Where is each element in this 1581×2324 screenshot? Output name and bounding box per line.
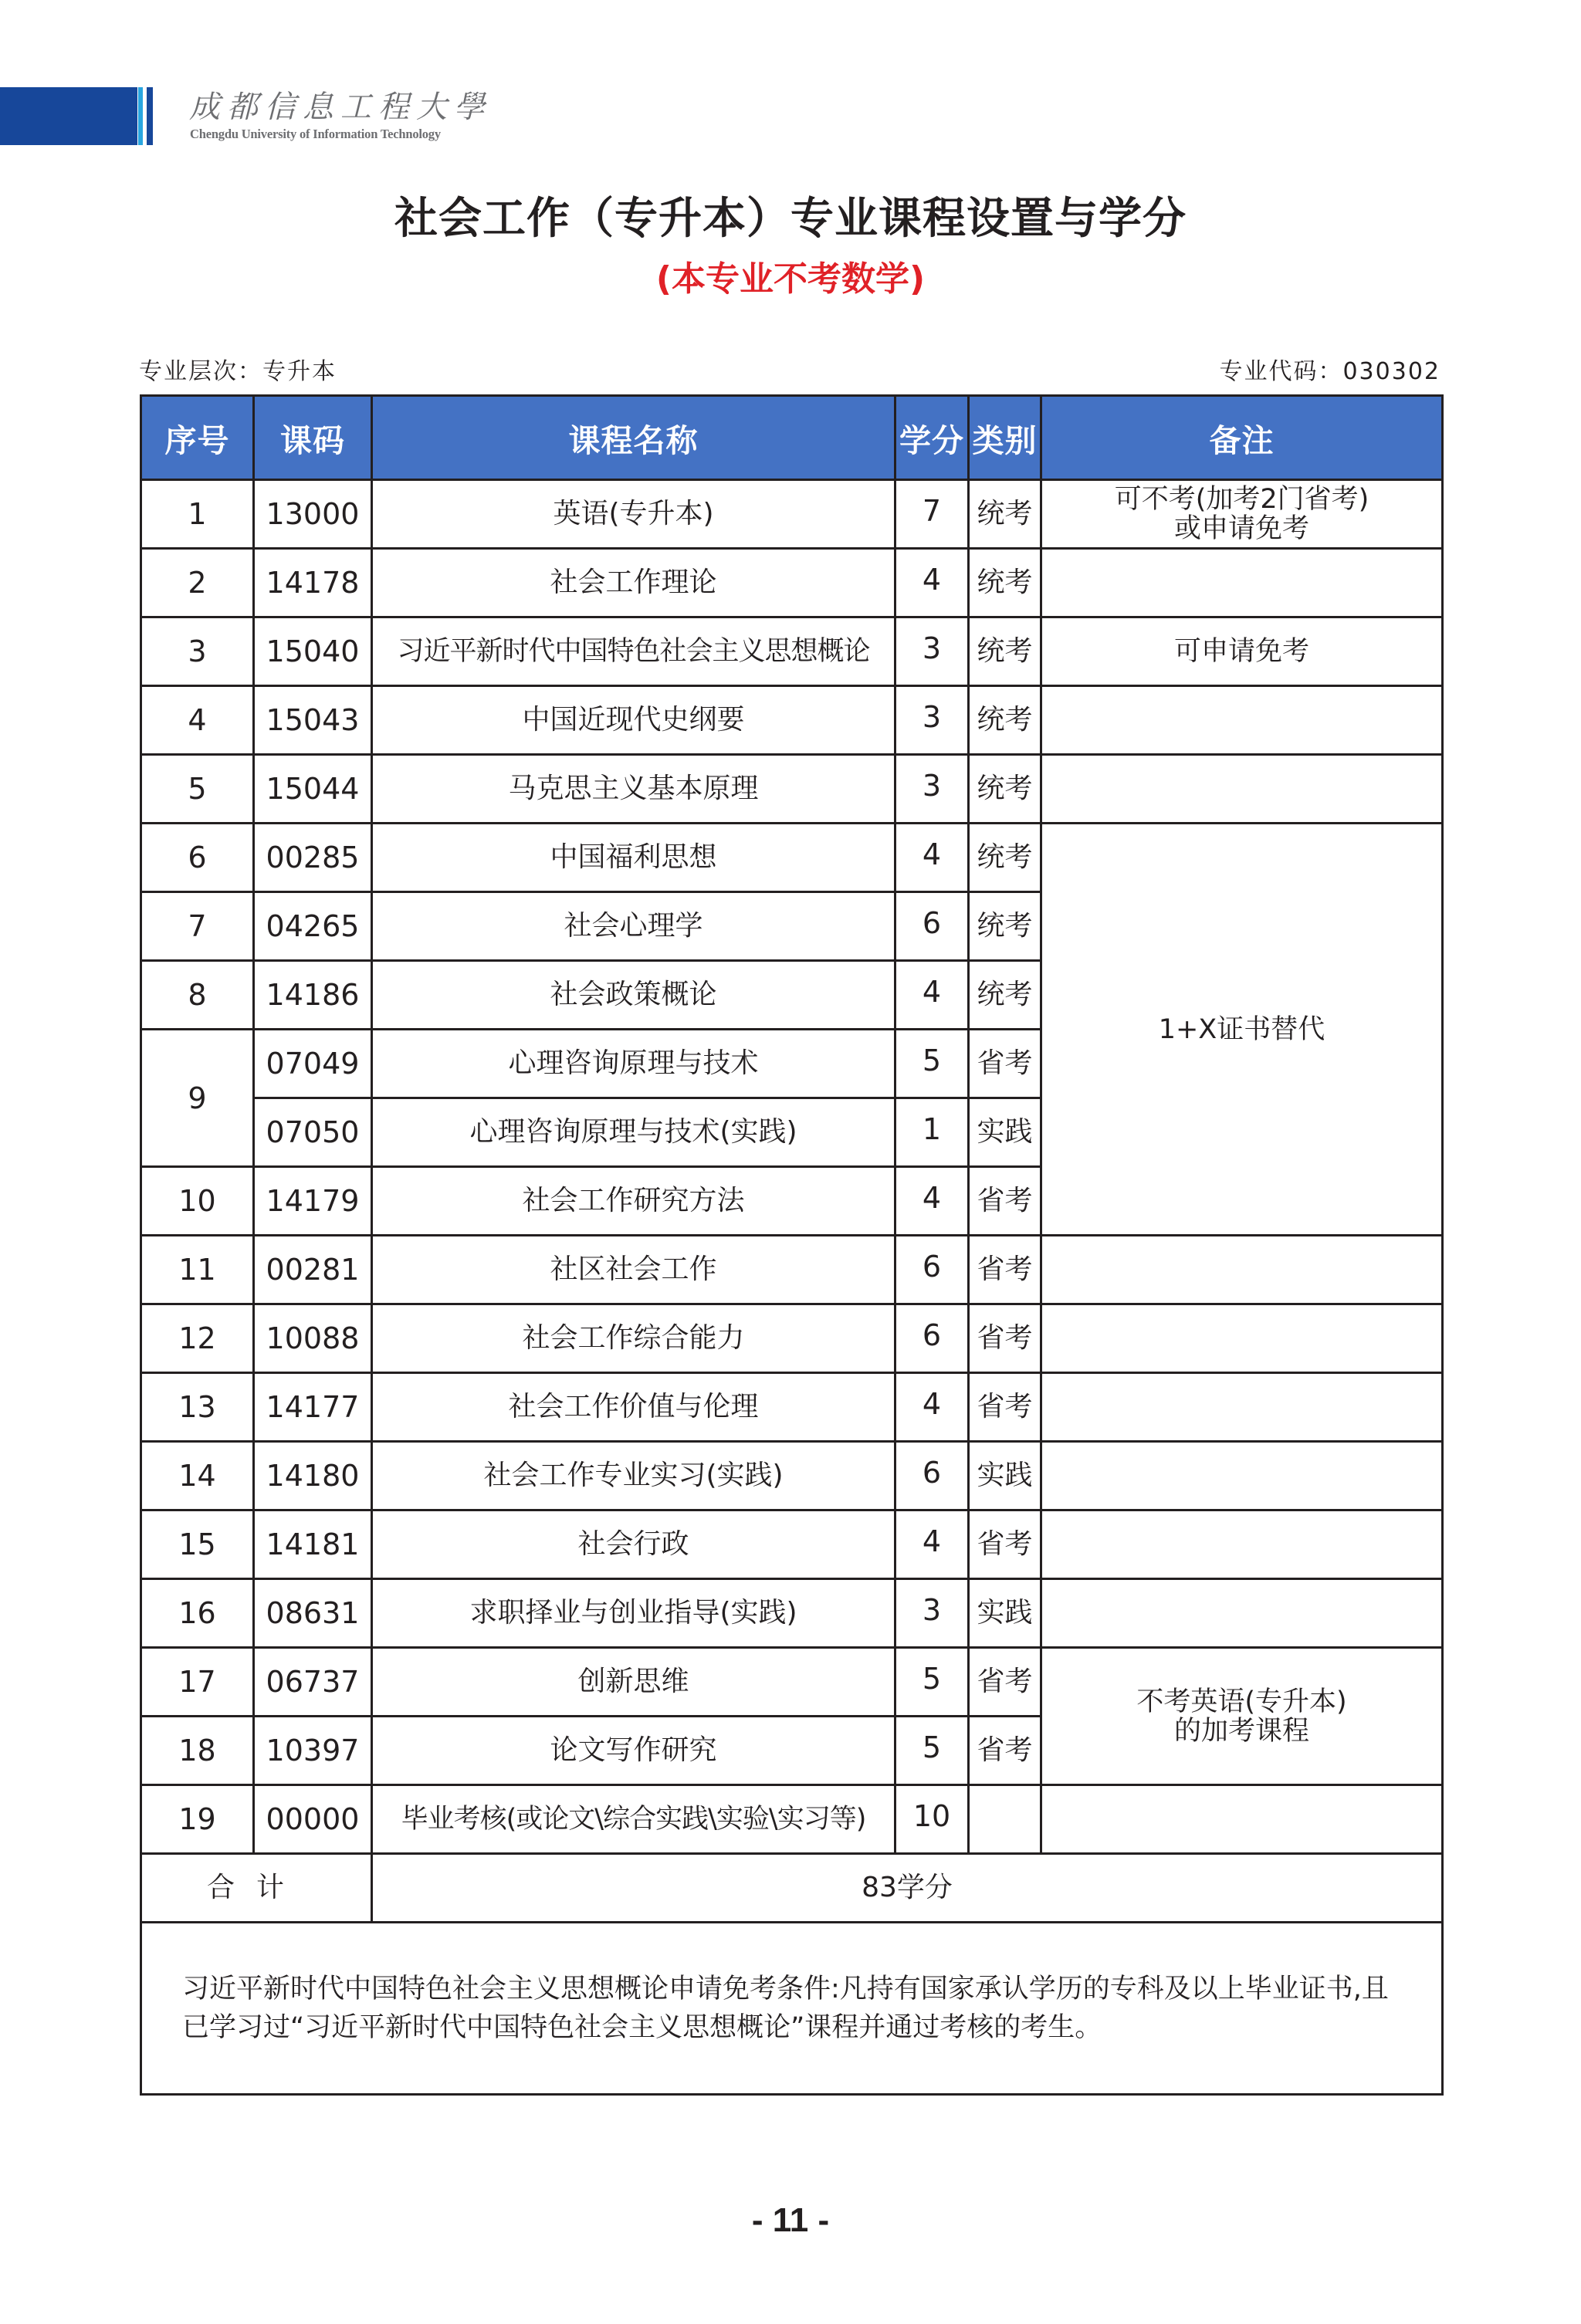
table-row <box>141 1236 1443 1304</box>
cell-type: 省考 <box>969 1167 1041 1236</box>
credit-value: 1 <box>922 1112 942 1146</box>
cell-remark <box>1041 1442 1443 1510</box>
cell-remark <box>1041 1785 1443 1854</box>
cell-remark <box>1041 686 1443 755</box>
cell-type: 实践 <box>969 1442 1041 1510</box>
cell-name: 社会政策概论 <box>372 961 895 1030</box>
cell-code: 00000 <box>254 1785 372 1854</box>
cell-name: 社会工作价值与伦理 <box>372 1373 895 1442</box>
cell-name: 社会工作专业实习(实践) <box>372 1442 895 1510</box>
cell-name: 心理咨询原理与技术 <box>372 1030 895 1098</box>
cell-type: 统考 <box>969 824 1041 892</box>
cell-credits <box>895 824 969 892</box>
credit-value: 4 <box>922 1387 942 1421</box>
cell-type: 省考 <box>969 1373 1041 1442</box>
credit-value: 5 <box>922 1662 942 1696</box>
total-value: 83学分 <box>372 1854 1443 1923</box>
cell-code: 00281 <box>254 1236 372 1304</box>
cell-credits <box>895 1098 969 1167</box>
credit-value: 6 <box>922 1250 942 1284</box>
cell-no: 7 <box>141 892 254 961</box>
cell-name: 社会工作理论 <box>372 549 895 617</box>
cell-credits <box>895 755 969 824</box>
cell-no: 2 <box>141 549 254 617</box>
cell-type: 实践 <box>969 1098 1041 1167</box>
cell-remark <box>1041 480 1443 549</box>
cell-credits <box>895 1167 969 1236</box>
cell-type: 统考 <box>969 617 1041 686</box>
cell-name: 社会心理学 <box>372 892 895 961</box>
column-header-name: 课程名称 <box>372 396 895 480</box>
major-level: 专业层次：专升本 <box>139 358 337 385</box>
cell-code: 14177 <box>254 1373 372 1442</box>
cell-credits <box>895 1373 969 1442</box>
cell-no: 18 <box>141 1717 254 1785</box>
cell-remark <box>1041 549 1443 617</box>
cell-credits <box>895 1510 969 1579</box>
column-header-remark: 备注 <box>1041 396 1443 480</box>
table-row <box>141 549 1443 617</box>
cell-code: 10397 <box>254 1717 372 1785</box>
university-name-cn: 成都信息工程大學 <box>189 90 492 125</box>
table-row <box>141 686 1443 755</box>
cell-type <box>969 1785 1041 1854</box>
cell-credits <box>895 1236 969 1304</box>
cell-credits <box>895 961 969 1030</box>
cell-name: 社会工作综合能力 <box>372 1304 895 1373</box>
cell-no: 16 <box>141 1579 254 1648</box>
credit-value: 3 <box>922 631 942 665</box>
table-header-row <box>141 396 1443 480</box>
cell-type: 省考 <box>969 1510 1041 1579</box>
cell-credits <box>895 892 969 961</box>
course-table <box>140 394 1444 2096</box>
cell-no: 17 <box>141 1648 254 1717</box>
cell-remark <box>1041 1304 1443 1373</box>
page-number: - 11 - <box>751 2201 830 2239</box>
cell-type: 统考 <box>969 892 1041 961</box>
credit-value: 7 <box>922 494 942 528</box>
cell-name: 毕业考核(或论文\综合实践\实验\实习等) <box>372 1785 895 1854</box>
cell-remark-merged <box>1041 1648 1443 1785</box>
table-row <box>141 1373 1443 1442</box>
cell-code: 14186 <box>254 961 372 1030</box>
column-header-no: 序号 <box>141 396 254 480</box>
table-row <box>141 755 1443 824</box>
cell-code: 15044 <box>254 755 372 824</box>
cell-name: 英语(专升本) <box>372 480 895 549</box>
cell-code: 14179 <box>254 1167 372 1236</box>
cell-type: 统考 <box>969 549 1041 617</box>
table-row <box>141 1510 1443 1579</box>
cell-name: 社区社会工作 <box>372 1236 895 1304</box>
cell-code: 07050 <box>254 1098 372 1167</box>
note-row <box>141 1923 1443 2095</box>
credit-value: 4 <box>922 1181 942 1215</box>
logo-color-bar <box>0 87 137 145</box>
cell-code: 14178 <box>254 549 372 617</box>
credit-value: 5 <box>922 1730 942 1764</box>
cell-name: 中国福利思想 <box>372 824 895 892</box>
remark-line: 不考英语(专升本) <box>1136 1686 1347 1717</box>
column-header-credits: 学分 <box>895 396 969 480</box>
cell-code: 08631 <box>254 1579 372 1648</box>
cell-type: 省考 <box>969 1236 1041 1304</box>
cell-code: 15040 <box>254 617 372 686</box>
cell-no-merged: 9 <box>141 1030 254 1167</box>
cell-code: 14180 <box>254 1442 372 1510</box>
column-header-type: 类别 <box>969 396 1041 480</box>
cell-code: 15043 <box>254 686 372 755</box>
cell-type: 统考 <box>969 686 1041 755</box>
cell-no: 15 <box>141 1510 254 1579</box>
cell-code: 00285 <box>254 824 372 892</box>
credit-value: 4 <box>922 563 942 597</box>
cell-name: 创新思维 <box>372 1648 895 1717</box>
remark-line: 的加考课程 <box>1173 1715 1309 1747</box>
credit-value: 6 <box>922 906 942 940</box>
credit-value: 3 <box>922 769 942 803</box>
credit-value: 10 <box>912 1799 951 1833</box>
cell-name: 社会行政 <box>372 1510 895 1579</box>
total-label: 合计 <box>141 1854 372 1923</box>
total-row <box>141 1854 1443 1923</box>
cell-remark: 可申请免考 <box>1041 617 1443 686</box>
table-row <box>141 1304 1443 1373</box>
cell-type: 统考 <box>969 961 1041 1030</box>
cell-credits <box>895 1785 969 1854</box>
university-name-en: Chengdu University of Information Technology <box>190 127 441 141</box>
cell-credits <box>895 1717 969 1785</box>
major-code: 专业代码：030302 <box>1219 358 1441 385</box>
cell-no: 6 <box>141 824 254 892</box>
cell-credits <box>895 549 969 617</box>
cell-name: 中国近现代史纲要 <box>372 686 895 755</box>
credit-value: 3 <box>922 700 942 734</box>
cell-no: 12 <box>141 1304 254 1373</box>
credit-value: 6 <box>922 1318 942 1352</box>
cell-no: 19 <box>141 1785 254 1854</box>
cell-credits <box>895 686 969 755</box>
cell-credits <box>895 480 969 549</box>
table-row <box>141 1442 1443 1510</box>
cell-type: 统考 <box>969 755 1041 824</box>
table-row <box>141 617 1443 686</box>
cell-code: 04265 <box>254 892 372 961</box>
cell-name: 马克思主义基本原理 <box>372 755 895 824</box>
cell-type: 统考 <box>969 480 1041 549</box>
table-row <box>141 1579 1443 1648</box>
table-row <box>141 480 1443 549</box>
cell-type: 省考 <box>969 1304 1041 1373</box>
cell-code: 10088 <box>254 1304 372 1373</box>
cell-code: 07049 <box>254 1030 372 1098</box>
page-subtitle: (本专业不考数学) <box>655 259 926 299</box>
cell-credits <box>895 617 969 686</box>
remark-line: 或申请免考 <box>1173 513 1309 544</box>
cell-credits <box>895 1442 969 1510</box>
credit-value: 6 <box>922 1456 942 1490</box>
logo-stripe-light <box>138 87 143 145</box>
cell-credits <box>895 1648 969 1717</box>
credit-value: 3 <box>922 1593 942 1627</box>
cell-no: 4 <box>141 686 254 755</box>
cell-remark <box>1041 1510 1443 1579</box>
cell-code: 06737 <box>254 1648 372 1717</box>
page-title: 社会工作（专升本）专业课程设置与学分 <box>394 194 1187 244</box>
cell-credits <box>895 1304 969 1373</box>
cell-no: 8 <box>141 961 254 1030</box>
cell-no: 14 <box>141 1442 254 1510</box>
cell-no: 10 <box>141 1167 254 1236</box>
cell-credits <box>895 1030 969 1098</box>
credit-value: 4 <box>922 837 942 871</box>
cell-no: 5 <box>141 755 254 824</box>
cell-no: 1 <box>141 480 254 549</box>
cell-remark <box>1041 1236 1443 1304</box>
cell-name: 论文写作研究 <box>372 1717 895 1785</box>
cell-remark-merged: 1+X证书替代 <box>1041 824 1443 1236</box>
credit-value: 4 <box>922 975 942 1009</box>
exemption-note: 习近平新时代中国特色社会主义思想概论申请免考条件:凡持有国家承认学历的专科及以上毕业证书,且已学习过“习近平新时代中国特色社会主义思想概论”课程并通过考核的考生。 <box>141 1923 1443 2095</box>
cell-credits <box>895 1579 969 1648</box>
cell-no: 11 <box>141 1236 254 1304</box>
remark-line: 可不考(加考2门省考) <box>1114 484 1369 515</box>
cell-code: 14181 <box>254 1510 372 1579</box>
cell-name: 求职择业与创业指导(实践) <box>372 1579 895 1648</box>
cell-no: 3 <box>141 617 254 686</box>
credit-value: 5 <box>922 1044 942 1077</box>
credit-value: 4 <box>922 1524 942 1558</box>
cell-name: 心理咨询原理与技术(实践) <box>372 1098 895 1167</box>
cell-code: 13000 <box>254 480 372 549</box>
table-row <box>141 1648 1443 1717</box>
cell-type: 实践 <box>969 1579 1041 1648</box>
cell-remark <box>1041 1579 1443 1648</box>
cell-name: 社会工作研究方法 <box>372 1167 895 1236</box>
table-row <box>141 824 1443 892</box>
table-row <box>141 1785 1443 1854</box>
logo-stripe-dark <box>147 87 153 145</box>
cell-remark <box>1041 1373 1443 1442</box>
cell-type: 省考 <box>969 1717 1041 1785</box>
cell-type: 省考 <box>969 1648 1041 1717</box>
cell-name: 习近平新时代中国特色社会主义思想概论 <box>372 617 895 686</box>
column-header-code: 课码 <box>254 396 372 480</box>
cell-no: 13 <box>141 1373 254 1442</box>
cell-remark <box>1041 755 1443 824</box>
cell-type: 省考 <box>969 1030 1041 1098</box>
